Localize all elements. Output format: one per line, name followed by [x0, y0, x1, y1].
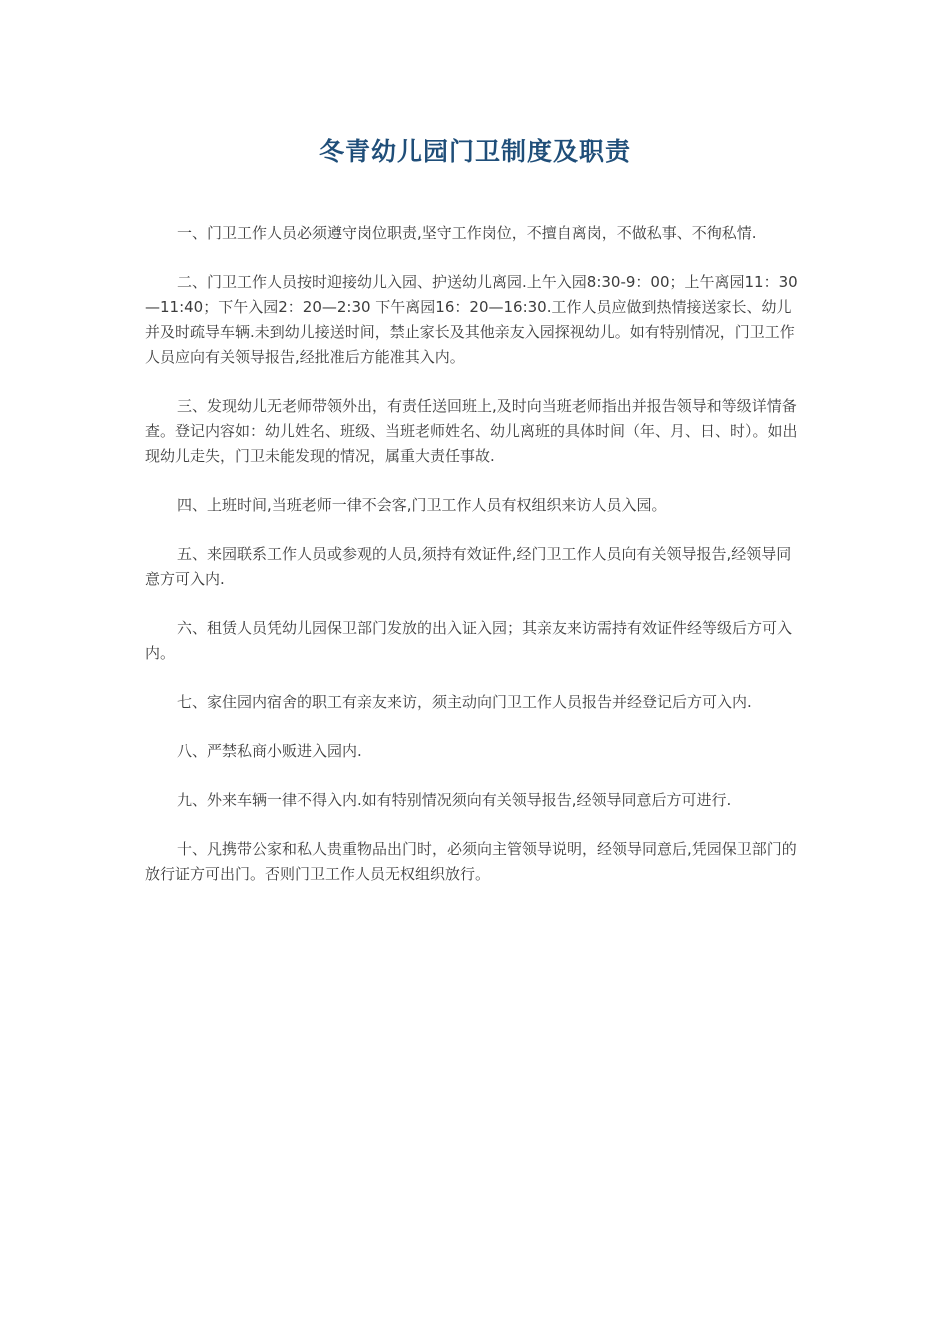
rule-paragraph-4: 四、上班时间,当班老师一律不会客,门卫工作人员有权组织来访人员入园。	[177, 496, 667, 514]
rule-paragraph-3: 三、发现幼儿无老师带领外出，有责任送回班上,及时向当班老师指出并报告领导和等级详情备查。登记内容如：幼儿姓名、班级、当班老师姓名、幼儿离班的具体时间（年、月、日、时）。如出现幼儿走失，门卫未能发现的情况，属重大责任事故.	[145, 397, 798, 465]
rule-paragraph-7: 七、家住园内宿舍的职工有亲友来访，须主动向门卫工作人员报告并经登记后方可入内.	[177, 693, 752, 711]
rule-paragraph-5: 五、来园联系工作人员或参观的人员,须持有效证件,经门卫工作人员向有关领导报告,经领导同意方可入内.	[145, 545, 792, 588]
rule-paragraph-2: 二、门卫工作人员按时迎接幼儿入园、护送幼儿离园.上午入园8:30-9：00；上午离园11：30—11:40；下午入园2：20—2:30 下午离园16：20—16:30.工作人员应做到热情接送家长、幼儿并及时疏导车辆.未到幼儿接送时间，禁止家长及其他亲友入园探视幼儿。如有特别情况，门卫工作人员应向有关领导报告,经批准后方能准其入内。	[145, 273, 798, 366]
rule-paragraph-9: 九、外来车辆一律不得入内.如有特别情况须向有关领导报告,经领导同意后方可进行.	[177, 791, 732, 809]
rule-paragraph-6: 六、租赁人员凭幼儿园保卫部门发放的出入证入园；其亲友来访需持有效证件经等级后方可入内。	[145, 619, 793, 662]
rule-paragraph-10: 十、凡携带公家和私人贵重物品出门时，必须向主管领导说明，经领导同意后,凭园保卫部门的放行证方可出门。否则门卫工作人员无权组织放行。	[145, 840, 797, 883]
rule-paragraph-1: 一、门卫工作人员必须遵守岗位职责,坚守工作岗位，不擅自离岗，不做私事、不徇私情.	[177, 224, 757, 242]
document-body	[145, 221, 805, 911]
page-title: 冬青幼儿园门卫制度及职责	[318, 137, 631, 166]
rule-paragraph-8: 八、严禁私商小贩进入园内.	[177, 742, 362, 760]
